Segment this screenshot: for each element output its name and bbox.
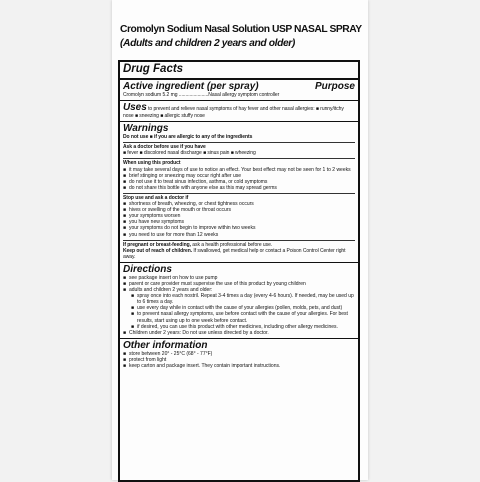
list-item: ■ to prevent nasal allergy symptoms, use before contact with the cause of your allergies. For best results, start using up to one week before contact. — [131, 311, 348, 324]
list-item: ■ parent or care provider must supervise the use of this product by young children — [123, 280, 306, 287]
list-item: ■ see package insert on how to use pump — [123, 274, 218, 281]
list-item: ■ your symptoms worsen — [123, 213, 181, 220]
list-item: ■ brief stinging or sneezing may occur right after use — [123, 172, 241, 179]
warnings-heading: Warnings — [123, 123, 169, 135]
pregnancy-warning: If pregnant or breast-feeding, ask a health professional before use. — [123, 241, 273, 248]
list-item: ■ you have new symptoms — [123, 219, 185, 226]
children-warning: Keep out of reach of children. If swallowed, get medical help or contact a Poison Control Center right away. — [123, 247, 346, 260]
directions-heading: Directions — [123, 263, 172, 275]
list-item: ■ protect from light — [123, 356, 167, 363]
drug-facts-panel — [118, 60, 360, 482]
active-ingredient-heading: Active ingredient (per spray) — [123, 81, 259, 92]
list-item: ■ adults and children 2 years and older: — [123, 287, 213, 294]
drug-facts-title: Drug Facts — [123, 63, 184, 75]
active-ingredient-line: Cromolyn sodium 5.2 mg ......................Nasal allergy symptom controller — [123, 92, 280, 98]
list-item: ■ do not share this bottle with anyone else as this may spread germs — [123, 184, 277, 191]
active-ingredient-section — [120, 80, 358, 101]
list-item: ■ store between 20° - 25°C (68° - 77°F) — [123, 350, 213, 357]
list-item: ■ hives or swelling of the mouth or throat occurs — [123, 207, 231, 214]
list-item: ■ your symptoms do not begin to improve within two weeks — [123, 225, 256, 232]
drug-facts-title-section — [120, 62, 358, 80]
list-item: ■ you need to use for more than 12 weeks — [123, 231, 219, 238]
drug-label-card — [112, 0, 368, 480]
list-item: ■ use every day while in contact with the cause of your allergies (pollen, molds, pets, and dust) — [131, 305, 343, 312]
uses-section — [120, 101, 358, 122]
do-not-use-line: Do not use ■ if you are allergic to any of the ingredients — [123, 134, 253, 141]
stop-use-heading: Stop use and ask a doctor if — [123, 194, 189, 201]
ask-doctor-heading: Ask a doctor before use if you have — [123, 144, 206, 151]
product-subtitle: (Adults and children 2 years and older) — [120, 38, 295, 49]
list-item: ■ shortness of breath, wheezing, or chest tightness occurs — [123, 201, 254, 208]
purpose-heading: Purpose — [314, 81, 355, 92]
uses-text: to prevent and relieve nasal symptoms of hay fever and other nasal allergies: ■ runny/itchy nose ■ sneezing ■ allergic stuffy nose — [123, 106, 344, 120]
other-information-section — [120, 339, 358, 371]
warnings-section — [120, 122, 358, 263]
directions-section — [120, 263, 358, 339]
product-title: Cromolyn Sodium Nasal Solution USP NASAL SPRAY — [120, 24, 362, 35]
list-item: ■ if desired, you can use this product with other medicines, including other allergy medicines. — [131, 323, 338, 330]
list-item: ■ spray once into each nostril. Repeat 3-4 times a day (every 4-6 hours). If needed, may be used up to 6 times a day. — [131, 293, 354, 306]
other-information-heading: Other information — [123, 339, 208, 351]
list-item: ■ Children under 2 years: Do not use unless directed by a doctor. — [123, 329, 269, 336]
list-item: ■ it may take several days of use to notice an effect. Your best effect may not be seen for 1 to 2 weeks — [123, 166, 351, 173]
ask-doctor-items: ■ fever ■ discolored nasal discharge ■ sinus pain ■ wheezing — [123, 150, 256, 157]
list-item: ■ keep carton and package insert. They contain important instructions. — [123, 363, 281, 369]
uses-heading: Uses — [123, 102, 147, 114]
list-item: ■ do not use it to treat sinus infection, asthma, or cold symptoms — [123, 178, 268, 185]
when-using-heading: When using this product — [123, 160, 181, 167]
